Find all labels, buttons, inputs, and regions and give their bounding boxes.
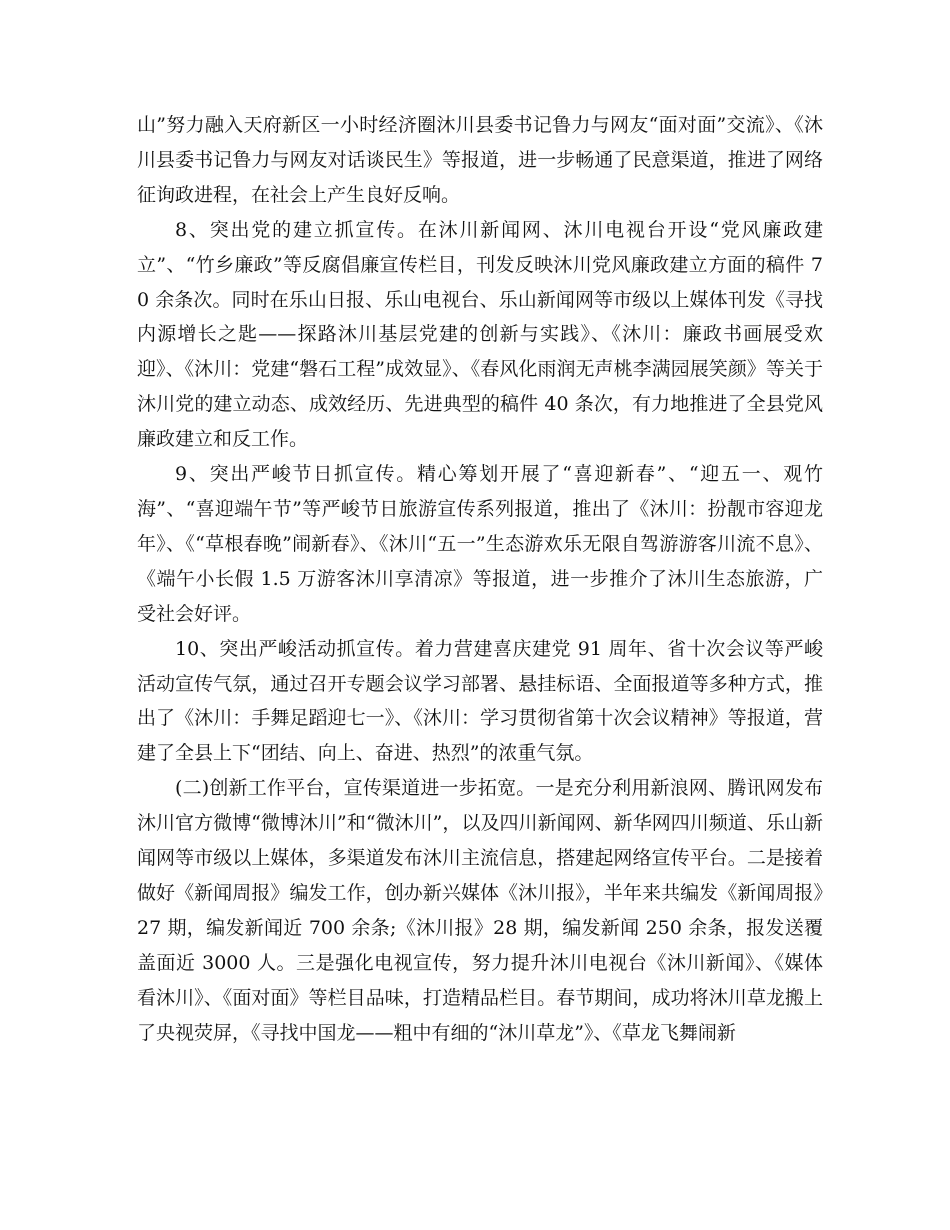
- paragraph-party-building: 8、突出党的建立抓宣传。在沐川新闻网、沐川电视台开设“党风廉政建立”、“竹乡廉政”等反腐倡廉宣传栏目，刊发反映沐川党风廉政建立方面的稿件 70 余条次。同时在乐山日报、乐山电视台、乐山新闻网等市级以上媒体刊发《寻找内源增长之匙——探路沐川基层党建的创新与实践》、《沐川：廉政书画展受欢迎》、《沐川：党建“磐石工程”成效显》、《春风化雨润无声桃李满园展笑颜》等关于沐川党的建立动态、成效经历、先进典型的稿件 40 条次，有力地推进了全县党风廉政建立和反工作。: [137, 218, 823, 451]
- paragraph-platform-innovation: (二)创新工作平台，宣传渠道进一步拓宽。一是充分利用新浪网、腾讯网发布沐川官方微博“微博沐川”和“微沐川”，以及四川新闻网、新华网四川频道、乐山新闻网等市级以上媒体，多渠道发布沐川主流信息，搭建起网络宣传平台。二是接着做好《新闻周报》编发工作，创办新兴媒体《沐川报》，半年来共编发《新闻周报》27 期，编发新闻近 700 余条;《沐川报》28 期，编发新闻 250 余条，报发送覆盖面近 3000 人。三是强化电视宣传，努力提升沐川电视台《沐川新闻》、《媒体看沐川》、《面对面》等栏目品味，打造精品栏目。春节期间，成功将沐川草龙搬上了央视荧屏，《寻找中国龙——粗中有细的“沐川草龙”》、《草龙飞舞闹新: [137, 777, 823, 1044]
- paragraph-event-publicity: 10、突出严峻活动抓宣传。着力营建喜庆建党 91 周年、省十次会议等严峻活动宣传气氛，通过召开专题会议学习部署、悬挂标语、全面报道等多种方式，推出了《沐川：手舞足蹈迎七一》、《沐川：学习贯彻省第十次会议精神》等报道，营建了全县上下“团结、向上、奋进、热烈”的浓重气氛。: [137, 637, 823, 765]
- paragraph-continuation: 山”努力融入天府新区一小时经济圈沐川县委书记鲁力与网友“面对面”交流》、《沐川县委书记鲁力与网友对话谈民生》等报道，进一步畅通了民意渠道，推进了网络征询政进程，在社会上产生良好反响。: [137, 114, 823, 206]
- document-page: [137, 108, 823, 1050]
- paragraph-festival-publicity: 9、突出严峻节日抓宣传。精心筹划开展了“喜迎新春”、“迎五一、观竹海”、“喜迎端午节”等严峻节日旅游宣传系列报道，推出了《沐川：扮靓市容迎龙年》、《“草根春晚”闹新春》、《沐川“五一”生态游欢乐无限自驾游游客川流不息》、《端午小长假 1.5 万游客沐川享清凉》等报道，进一步推介了沐川生态旅游，广受社会好评。: [137, 463, 823, 625]
